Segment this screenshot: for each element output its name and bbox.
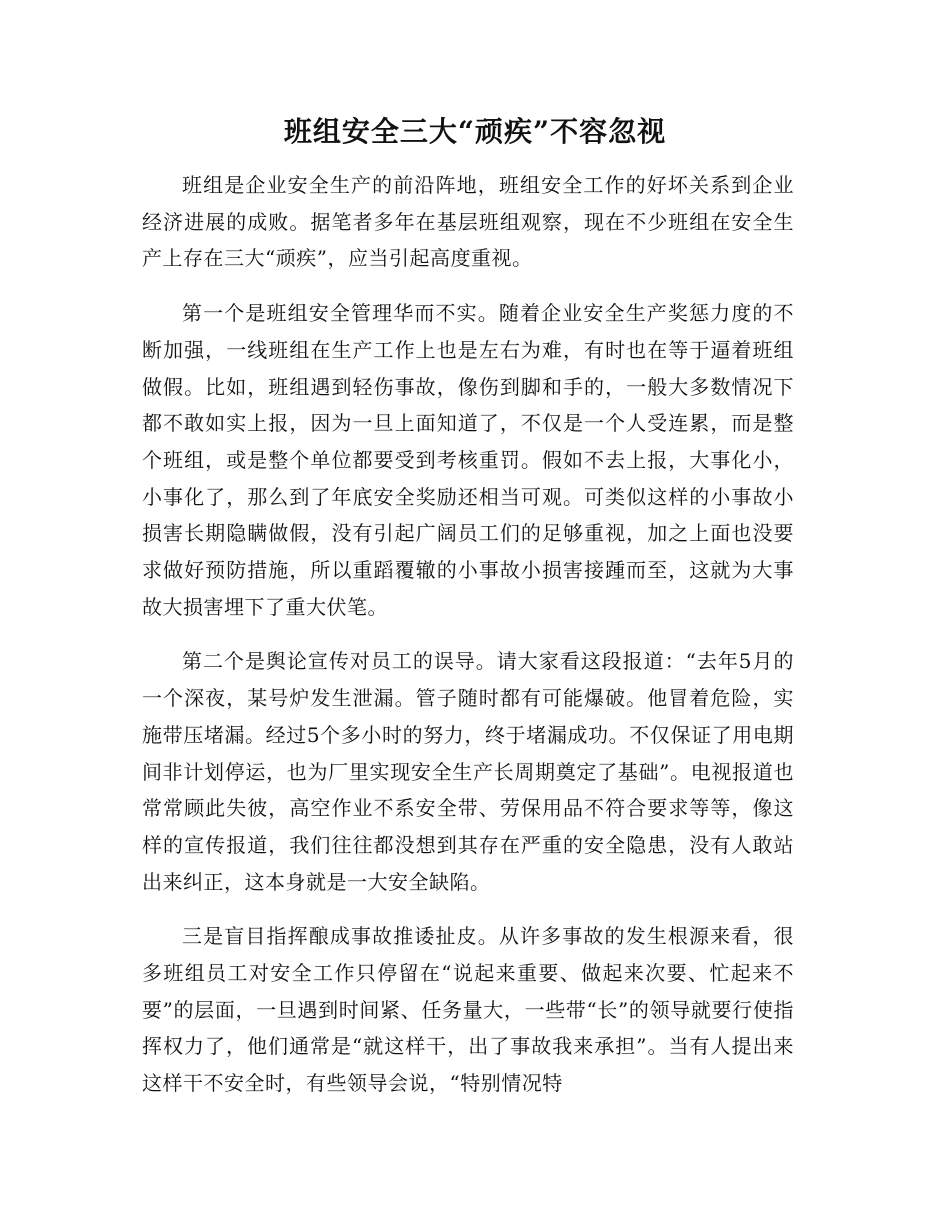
paragraph-intro: 班组是企业安全生产的前沿阵地，班组安全工作的好坏关系到企业经济进展的成败。据笔者多年在基层班组观察，现在不少班组在安全生产上存在三大“顽疾”，应当引起高度重视。 xyxy=(142,173,794,271)
page-title: 班组安全三大“顽疾”不容忽视 xyxy=(283,115,667,148)
paragraph-first-issue: 第一个是班组安全管理华而不实。随着企业安全生产奖惩力度的不断加强，一线班组在生产工作上也是左右为难，有时也在等于逼着班组做假。比如，班组遇到轻伤事故，像伤到脚和手的，一般大多数情况下都不敢如实上报，因为一旦上面知道了，不仅是一个人受连累，而是整个班组，或是整个单位都要受到考核重罚。假如不去上报，大事化小，小事化了，那么到了年底安全奖励还相当可观。可类似这样的小事故小损害长期隐瞒做假，没有引起广阔员工们的足够重视，加之上面也没要求做好预防措施，所以重蹈覆辙的小事故小损害接踵而至，这就为大事故大损害埋下了重大伏笔。 xyxy=(142,301,794,619)
article-body xyxy=(142,167,794,1120)
paragraph-second-issue: 第二个是舆论宣传对员工的误导。请大家看这段报道：“去年5月的一个深夜，某号炉发生泄漏。管子随时都有可能爆破。他冒着危险，实施带压堵漏。经过5个多小时的努力，终于堵漏成功。不仅保证了用电期间非计划停运，也为厂里实现安全生产长周期奠定了基础”。电视报道也常常顾此失彼，高空作业不系安全带、劳保用品不符合要求等等，像这样的宣传报道，我们往往都没想到其存在严重的安全隐患，没有人敢站出来纠正，这本身就是一大安全缺陷。 xyxy=(142,649,794,894)
paragraph-third-issue: 三是盲目指挥酿成事故推诿扯皮。从许多事故的发生根源来看，很多班组员工对安全工作只停留在“说起来重要、做起来次要、忙起来不要”的层面，一旦遇到时间紧、任务量大，一些带“长”的领导就要行使指挥权力了，他们通常是“就这样干，出了事故我来承担”。当有人提出来这样干不安全时，有些领导会说，“特别情况特 xyxy=(142,924,794,1096)
